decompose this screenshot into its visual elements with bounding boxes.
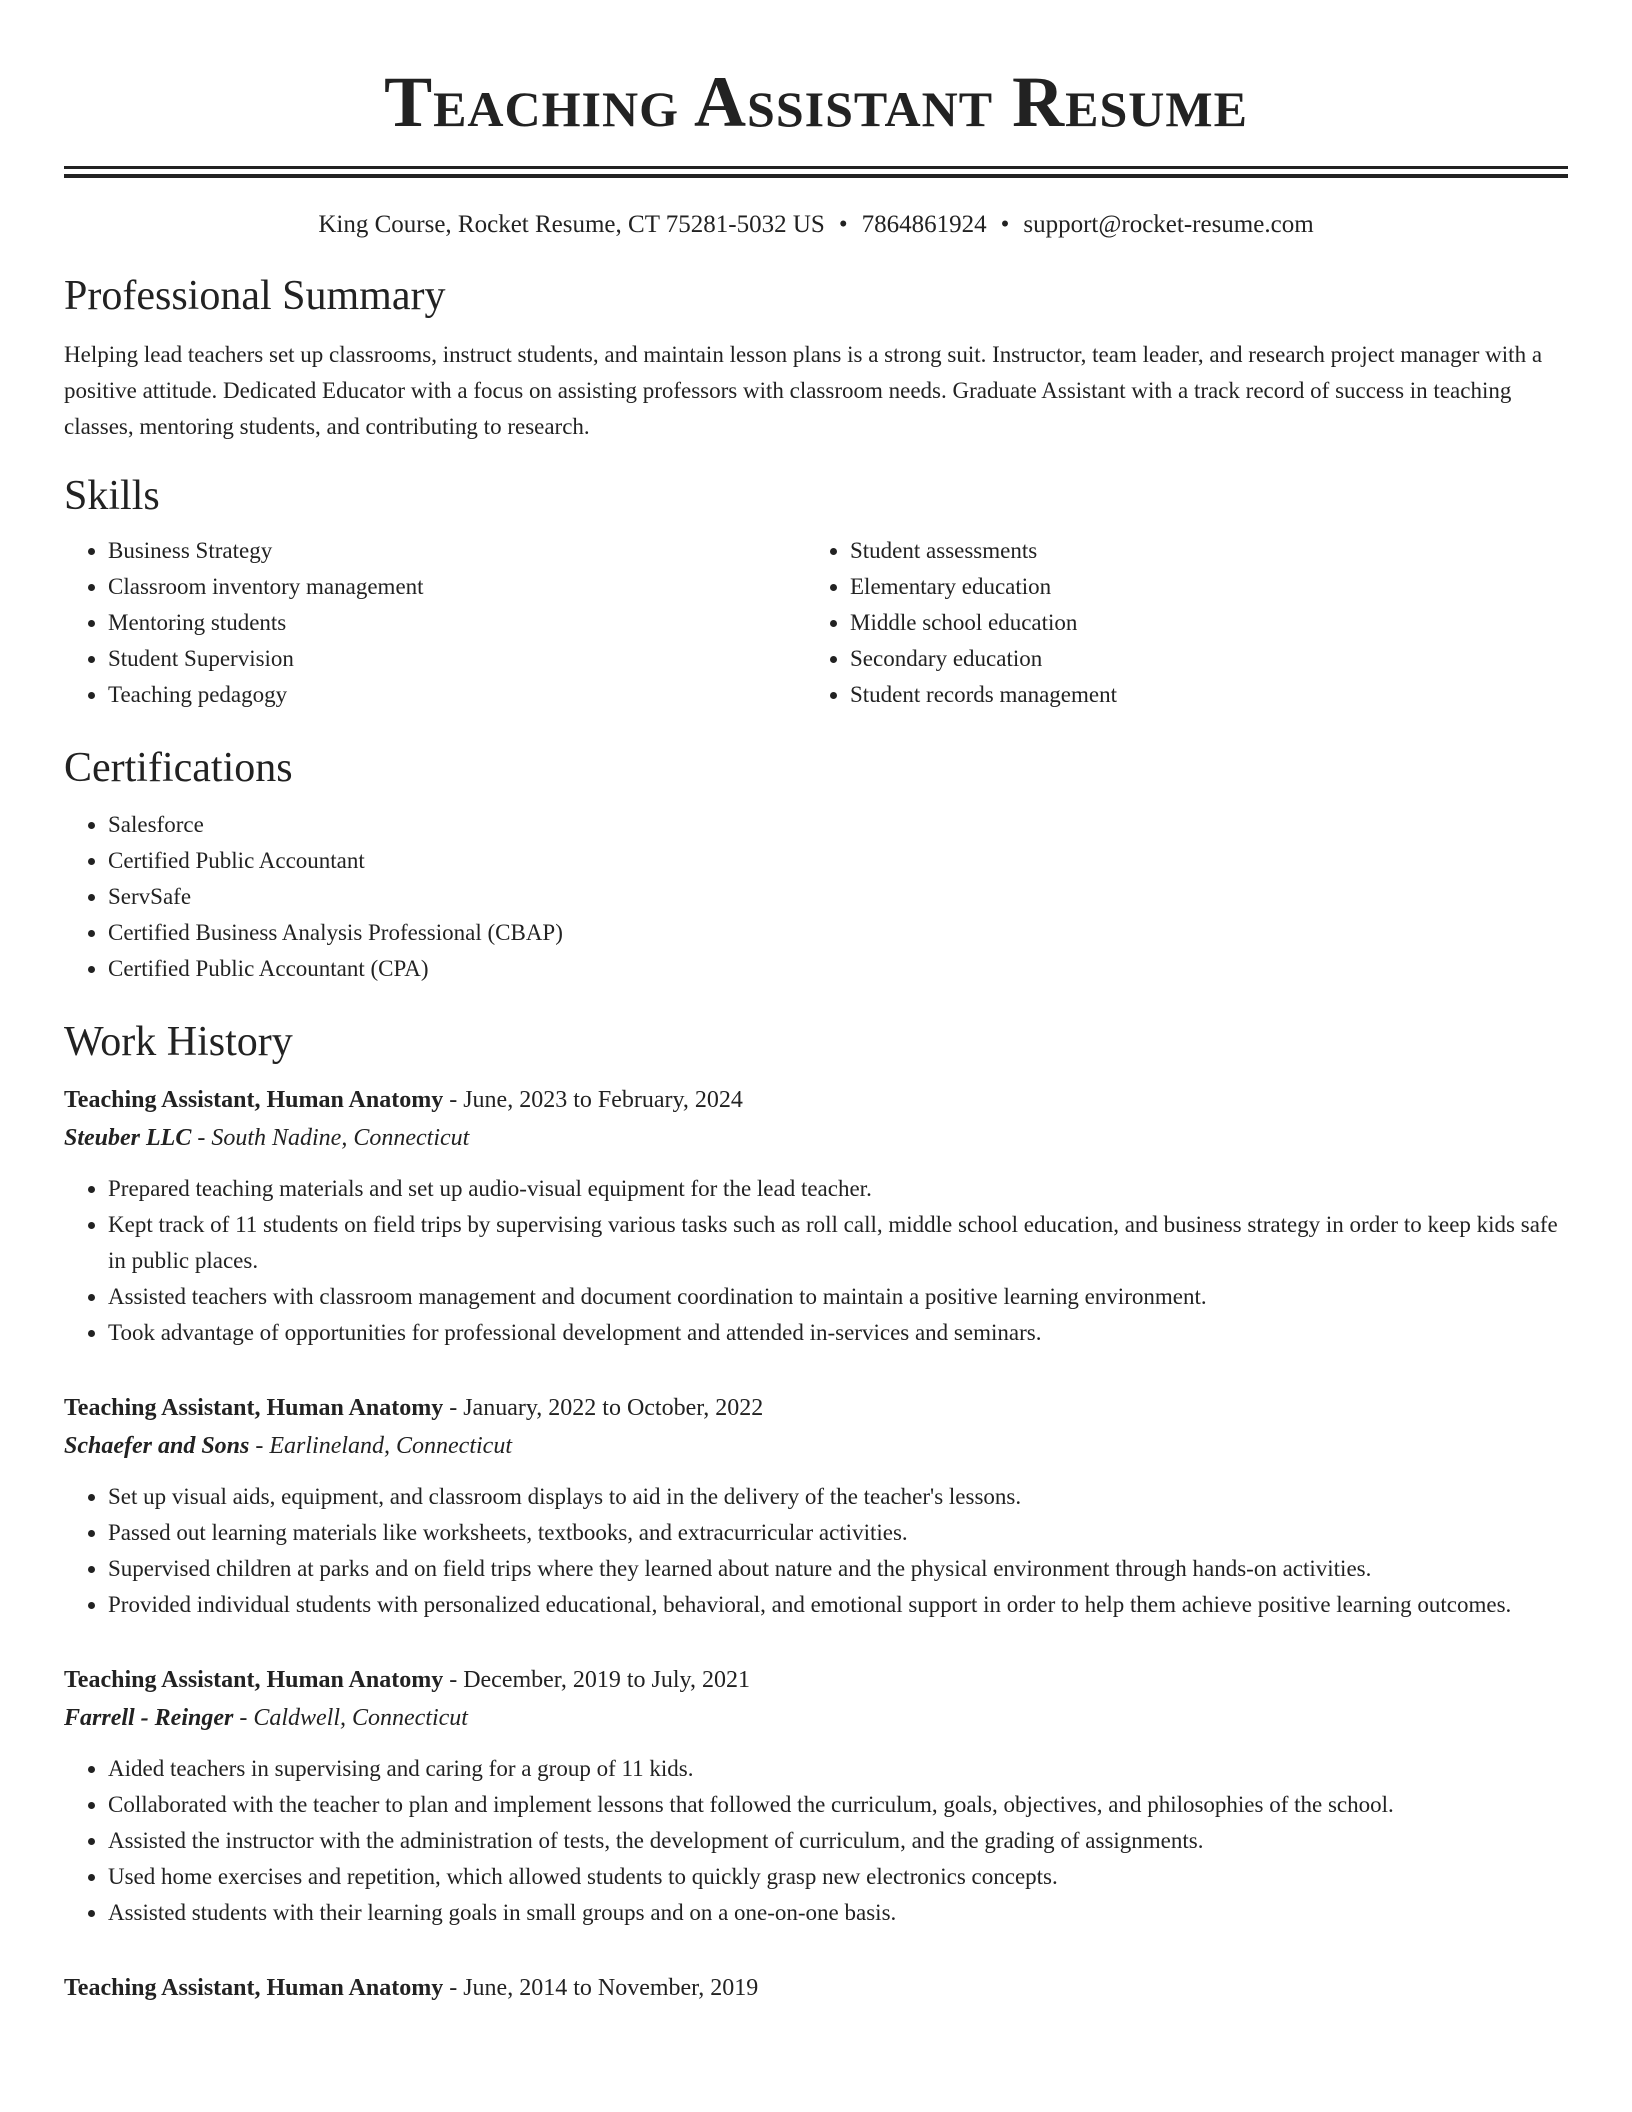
skill-item: • Business Strategy	[108, 533, 806, 569]
job-duty-item: • Took advantage of opportunities for professional development and attended in-services and seminars.	[108, 1315, 1568, 1351]
contact-phone: 7864861924	[861, 211, 987, 238]
skills-column-left	[64, 533, 806, 713]
job-dates: - June, 2014 to November, 2019	[443, 1975, 759, 2001]
job-duty-item: • Assisted the instructor with the administration of tests, the development of curriculum, and the grading of assignments.	[108, 1823, 1568, 1859]
job-duty-item: • Collaborated with the teacher to plan and implement lessons that followed the curriculum, goals, objectives, and philosophies of the school.	[108, 1787, 1568, 1823]
skill-item: • Student Supervision	[108, 641, 806, 677]
job-entry	[64, 1081, 1568, 1351]
work-history-heading: Work History	[64, 1019, 293, 1065]
job-duty-item: • Set up visual aids, equipment, and classroom displays to aid in the delivery of the teacher's lessons.	[108, 1479, 1568, 1515]
job-duties-list	[64, 1479, 1568, 1623]
job-duty-item: • Kept track of 11 students on field trips by supervising various tasks such as roll call, middle school education, and business strategy in order to keep kids safe in public places.	[108, 1207, 1568, 1279]
job-location: - South Nadine, Connecticut	[191, 1125, 470, 1151]
summary-text: Helping lead teachers set up classrooms, instruct students, and maintain lesson plans is a strong suit. Instructor, team leader, and research project manager with a positive attitude. Dedicated Educator with a focus on assisting professors with classroom needs. Graduate Assistant with a track record of success in teaching classes, mentoring students, and contributing to research.	[64, 342, 1543, 439]
resume-title: Teaching Assistant Resume	[384, 62, 1248, 142]
skills-grid	[64, 533, 1568, 713]
skills-column-right	[806, 533, 1548, 713]
job-duty-item: • Aided teachers in supervising and caring for a group of 11 kids.	[108, 1751, 1568, 1787]
job-duties-list	[64, 1171, 1568, 1351]
skill-item: • Elementary education	[850, 569, 1548, 605]
certification-item: • Certified Public Accountant	[108, 843, 1568, 879]
job-company-line	[64, 1119, 1568, 1157]
skills-heading: Skills	[64, 473, 160, 519]
skill-item: • Classroom inventory management	[108, 569, 806, 605]
job-role: Teaching Assistant, Human Anatomy	[64, 1667, 444, 1693]
resume-page	[64, 0, 1568, 2007]
contact-line	[64, 207, 1568, 243]
skill-item: • Secondary education	[850, 641, 1548, 677]
job-dates: - December, 2019 to July, 2021	[443, 1667, 750, 1693]
job-company: Farrell - Reinger	[64, 1705, 234, 1731]
job-dates: - June, 2023 to February, 2024	[443, 1087, 743, 1113]
job-duty-item: • Supervised children at parks and on field trips where they learned about nature and the physical environment through hands-on activities.	[108, 1551, 1568, 1587]
certification-item: • Salesforce	[108, 807, 1568, 843]
job-entry	[64, 1969, 1568, 2007]
certification-item: • Certified Public Accountant (CPA)	[108, 951, 1568, 987]
job-entry	[64, 1389, 1568, 1623]
job-duty-item: • Prepared teaching materials and set up audio-visual equipment for the lead teacher.	[108, 1171, 1568, 1207]
skill-item: • Student assessments	[850, 533, 1548, 569]
job-duty-item: • Passed out learning materials like worksheets, textbooks, and extracurricular activities.	[108, 1515, 1568, 1551]
job-title-line	[64, 1081, 1568, 1119]
job-duty-item: • Used home exercises and repetition, which allowed students to quickly grasp new electronics concepts.	[108, 1859, 1568, 1895]
skill-item: • Middle school education	[850, 605, 1548, 641]
job-location: - Caldwell, Connecticut	[233, 1705, 468, 1731]
contact-separator: •	[838, 211, 848, 238]
skill-item: • Student records management	[850, 677, 1548, 713]
job-duty-item: • Assisted students with their learning goals in small groups and on a one-on-one basis.	[108, 1895, 1568, 1931]
contact-email: support@rocket-resume.com	[1023, 211, 1314, 238]
job-role: Teaching Assistant, Human Anatomy	[64, 1087, 444, 1113]
certifications-list	[64, 807, 1568, 987]
job-company: Schaefer and Sons	[64, 1433, 250, 1459]
certification-item: • Certified Business Analysis Professional (CBAP)	[108, 915, 1568, 951]
job-company-line	[64, 1427, 1568, 1465]
job-duty-item: • Assisted teachers with classroom management and document coordination to maintain a positive learning environment.	[108, 1279, 1568, 1315]
job-company: Steuber LLC	[64, 1125, 192, 1151]
job-title-line	[64, 1661, 1568, 1699]
contact-address: King Course, Rocket Resume, CT 75281-5032 US	[318, 211, 825, 238]
certification-item: • ServSafe	[108, 879, 1568, 915]
job-duty-item: • Provided individual students with personalized educational, behavioral, and emotional support in order to help them achieve positive learning outcomes.	[108, 1587, 1568, 1623]
job-entry	[64, 1661, 1568, 1931]
job-title-line	[64, 1969, 1568, 2007]
job-location: - Earlineland, Connecticut	[249, 1433, 512, 1459]
job-title-line	[64, 1389, 1568, 1427]
certifications-heading: Certifications	[64, 745, 293, 791]
job-company-line	[64, 1699, 1568, 1737]
skill-item: • Teaching pedagogy	[108, 677, 806, 713]
summary-heading: Professional Summary	[64, 273, 446, 319]
skill-item: • Mentoring students	[108, 605, 806, 641]
job-duties-list	[64, 1751, 1568, 1931]
job-role: Teaching Assistant, Human Anatomy	[64, 1395, 444, 1421]
title-double-rule	[64, 166, 1568, 169]
job-dates: - January, 2022 to October, 2022	[443, 1395, 764, 1421]
contact-separator: •	[1000, 211, 1010, 238]
job-role: Teaching Assistant, Human Anatomy	[64, 1975, 444, 2001]
